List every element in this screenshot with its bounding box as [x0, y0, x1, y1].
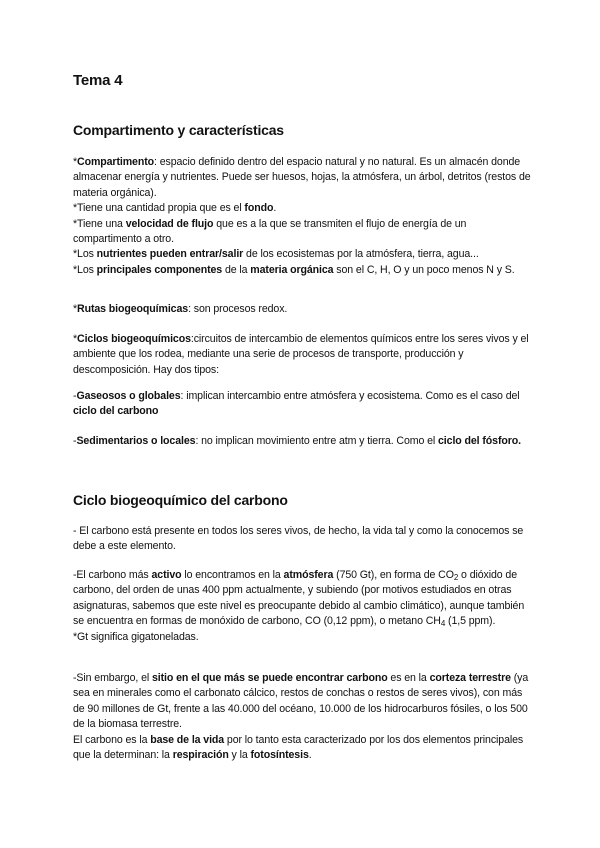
section-heading-compartimento: Compartimento y características — [73, 122, 284, 138]
gigatoneladas-note: *Gt significa gigatoneladas. — [73, 630, 199, 643]
carbono-atmosfera-paragraph — [73, 568, 533, 645]
carbono-corteza-paragraph — [73, 671, 533, 763]
nutrientes-line: *Los nutrientes pueden entrar/salir de los ecosistemas por la atmósfera, tierra, agua... — [73, 248, 479, 261]
carbono-intro-paragraph: - El carbono está presente en todos los seres vivos, de hecho, la vida tal y como la conocemos se debe a este elemento. — [73, 525, 524, 553]
section-heading-carbono: Ciclo biogeoquímico del carbono — [73, 492, 288, 508]
velocidad-line: *Tiene una velocidad de flujo que es a la que se transmiten el flujo de energía de un compartimento a otro. — [73, 217, 467, 246]
base-vida-text: El carbono es la base de la vida por lo tanto esta caracterizado por los dos elementos principales que la determinan: la respiración y la fotosíntesis. — [73, 733, 524, 762]
gaseosos-paragraph: -Gaseosos o globales: implican intercambio entre atmósfera y ecosistema. Como es el caso del ciclo del carbono — [73, 390, 520, 418]
page-title: Tema 4 — [73, 72, 123, 89]
sedimentarios-paragraph: -Sedimentarios o locales: no implican movimiento entre atm y tierra. Como el ciclo del fósforo. — [73, 435, 521, 447]
ciclos-paragraph: *Ciclos biogeoquímicos:circuitos de intercambio de elementos químicos entre los seres vivos y el ambiente que los rodea, mediante una serie de procesos de transporte, producción y descomposición. Hay dos tipos: — [73, 333, 529, 376]
componentes-line: *Los principales componentes de la materia orgánica son el C, H, O y un poco menos N y S. — [73, 263, 515, 276]
fondo-line: *Tiene una cantidad propia que es el fondo. — [73, 202, 277, 215]
atmosfera-text: -El carbono más activo lo encontramos en la atmósfera (750 Gt), en forma de $CO_2$ o dióxido de carbono, del orden de unas 400 ppm actualmente, y subiendo (por motivos estudiados en otras asignaturas, sabemos que este nivel es preocupante debido al cambio climático), aunque también se encuentra en formas de monóxido de carbono, CO (0,12 ppm), o metano $CH_4$ (1,5 ppm). — [73, 569, 525, 629]
definitions-block — [73, 155, 533, 278]
corteza-text: -Sin embargo, el sitio en el que más se puede encontrar carbono es en la corteza terrestre (ya sea en minerales como el carbonato cálcico, restos de conchas o restos de seres vivos), con más de 90 millones de Gt, frente a las 40.000 del océano, 10.000 de los hidrocarburos fósiles, o los 500 de la biomasa terrestre. — [73, 672, 529, 731]
rutas-paragraph: *Rutas biogeoquímicas: son procesos redox. — [73, 303, 288, 315]
compartimento-definition: *Compartimento: espacio definido dentro del espacio natural y no natural. Es un almacén donde almacenar energía y nutrientes. Puede ser huesos, hojas, la atmósfera, un árbol, detritos (restos de materia orgánica). — [73, 156, 531, 199]
